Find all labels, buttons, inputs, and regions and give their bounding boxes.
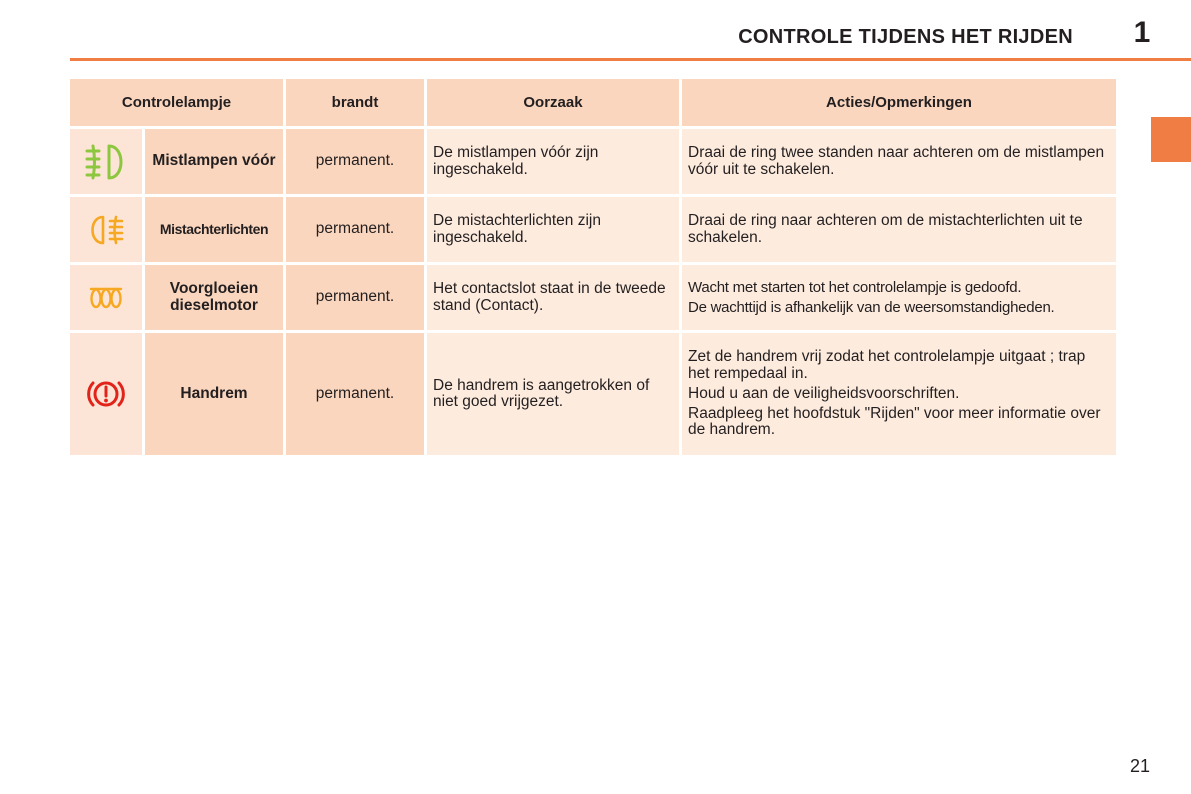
warning-light-name: Mistachterlichten — [145, 197, 283, 262]
rear-fog-lamp-icon — [86, 213, 126, 247]
page-title: CONTROLE TIJDENS HET RIJDEN — [738, 26, 1073, 48]
burns-value: permanent. — [286, 129, 424, 194]
column-header-warning-light: Controlelampje — [70, 79, 283, 126]
action-paragraph: Wacht met starten tot het controlelampje is gedoofd. — [688, 278, 1022, 296]
icon-cell — [70, 265, 142, 330]
cause-text: De handrem is aangetrokken of niet goed vrijgezet. — [427, 333, 679, 455]
icon-cell — [70, 129, 142, 194]
action-text — [682, 129, 1116, 194]
warning-light-name: Handrem — [145, 333, 283, 455]
table-row — [70, 333, 1116, 455]
cause-text: De mistlampen vóór zijn ingeschakeld. — [427, 129, 679, 194]
action-paragraph: De wachttijd is afhankelijk van de weersomstandigheden. — [688, 298, 1055, 316]
table-row — [70, 197, 1116, 262]
warning-light-name: Voorgloeien dieselmotor — [145, 265, 283, 330]
action-paragraph: Zet de handrem vrij zodat het controlelampje uitgaat ; trap het rempedaal in. — [688, 348, 1086, 382]
page-number: 21 — [1129, 756, 1150, 776]
front-fog-lamp-icon — [83, 142, 129, 182]
action-paragraph: Draai de ring twee standen naar achteren om de mistlampen vóór uit te schakelen. — [688, 144, 1105, 178]
action-paragraph: Draai de ring naar achteren om de mistachterlichten uit te schakelen. — [688, 212, 1083, 246]
action-paragraph: Raadpleeg het hoofdstuk "Rijden" voor meer informatie over de handrem. — [688, 405, 1101, 439]
column-header-burns: brandt — [286, 79, 424, 126]
burns-value: permanent. — [286, 333, 424, 455]
cause-text: Het contactslot staat in de tweede stand (Contact). — [427, 265, 679, 330]
action-text — [682, 333, 1116, 455]
glow-plug-icon — [88, 285, 124, 311]
column-header-cause: Oorzaak — [427, 79, 679, 126]
table-row — [70, 265, 1116, 330]
chapter-tab — [1151, 117, 1191, 162]
burns-value: permanent. — [286, 265, 424, 330]
action-paragraph: Houd u aan de veiligheidsvoorschriften. — [688, 384, 960, 402]
burns-value: permanent. — [286, 197, 424, 262]
parking-brake-icon — [85, 376, 127, 412]
column-header-actions: Acties/Opmerkingen — [682, 79, 1116, 126]
warning-lights-table — [67, 76, 1119, 458]
header-divider — [70, 58, 1191, 61]
chapter-number: 1 — [1133, 16, 1151, 49]
table-row — [70, 129, 1116, 194]
cause-text: De mistachterlichten zijn ingeschakeld. — [427, 197, 679, 262]
action-text — [682, 265, 1116, 330]
action-text — [682, 197, 1116, 262]
table-header-row — [70, 79, 1116, 126]
icon-cell — [70, 333, 142, 455]
icon-cell — [70, 197, 142, 262]
warning-light-name: Mistlampen vóór — [145, 129, 283, 194]
